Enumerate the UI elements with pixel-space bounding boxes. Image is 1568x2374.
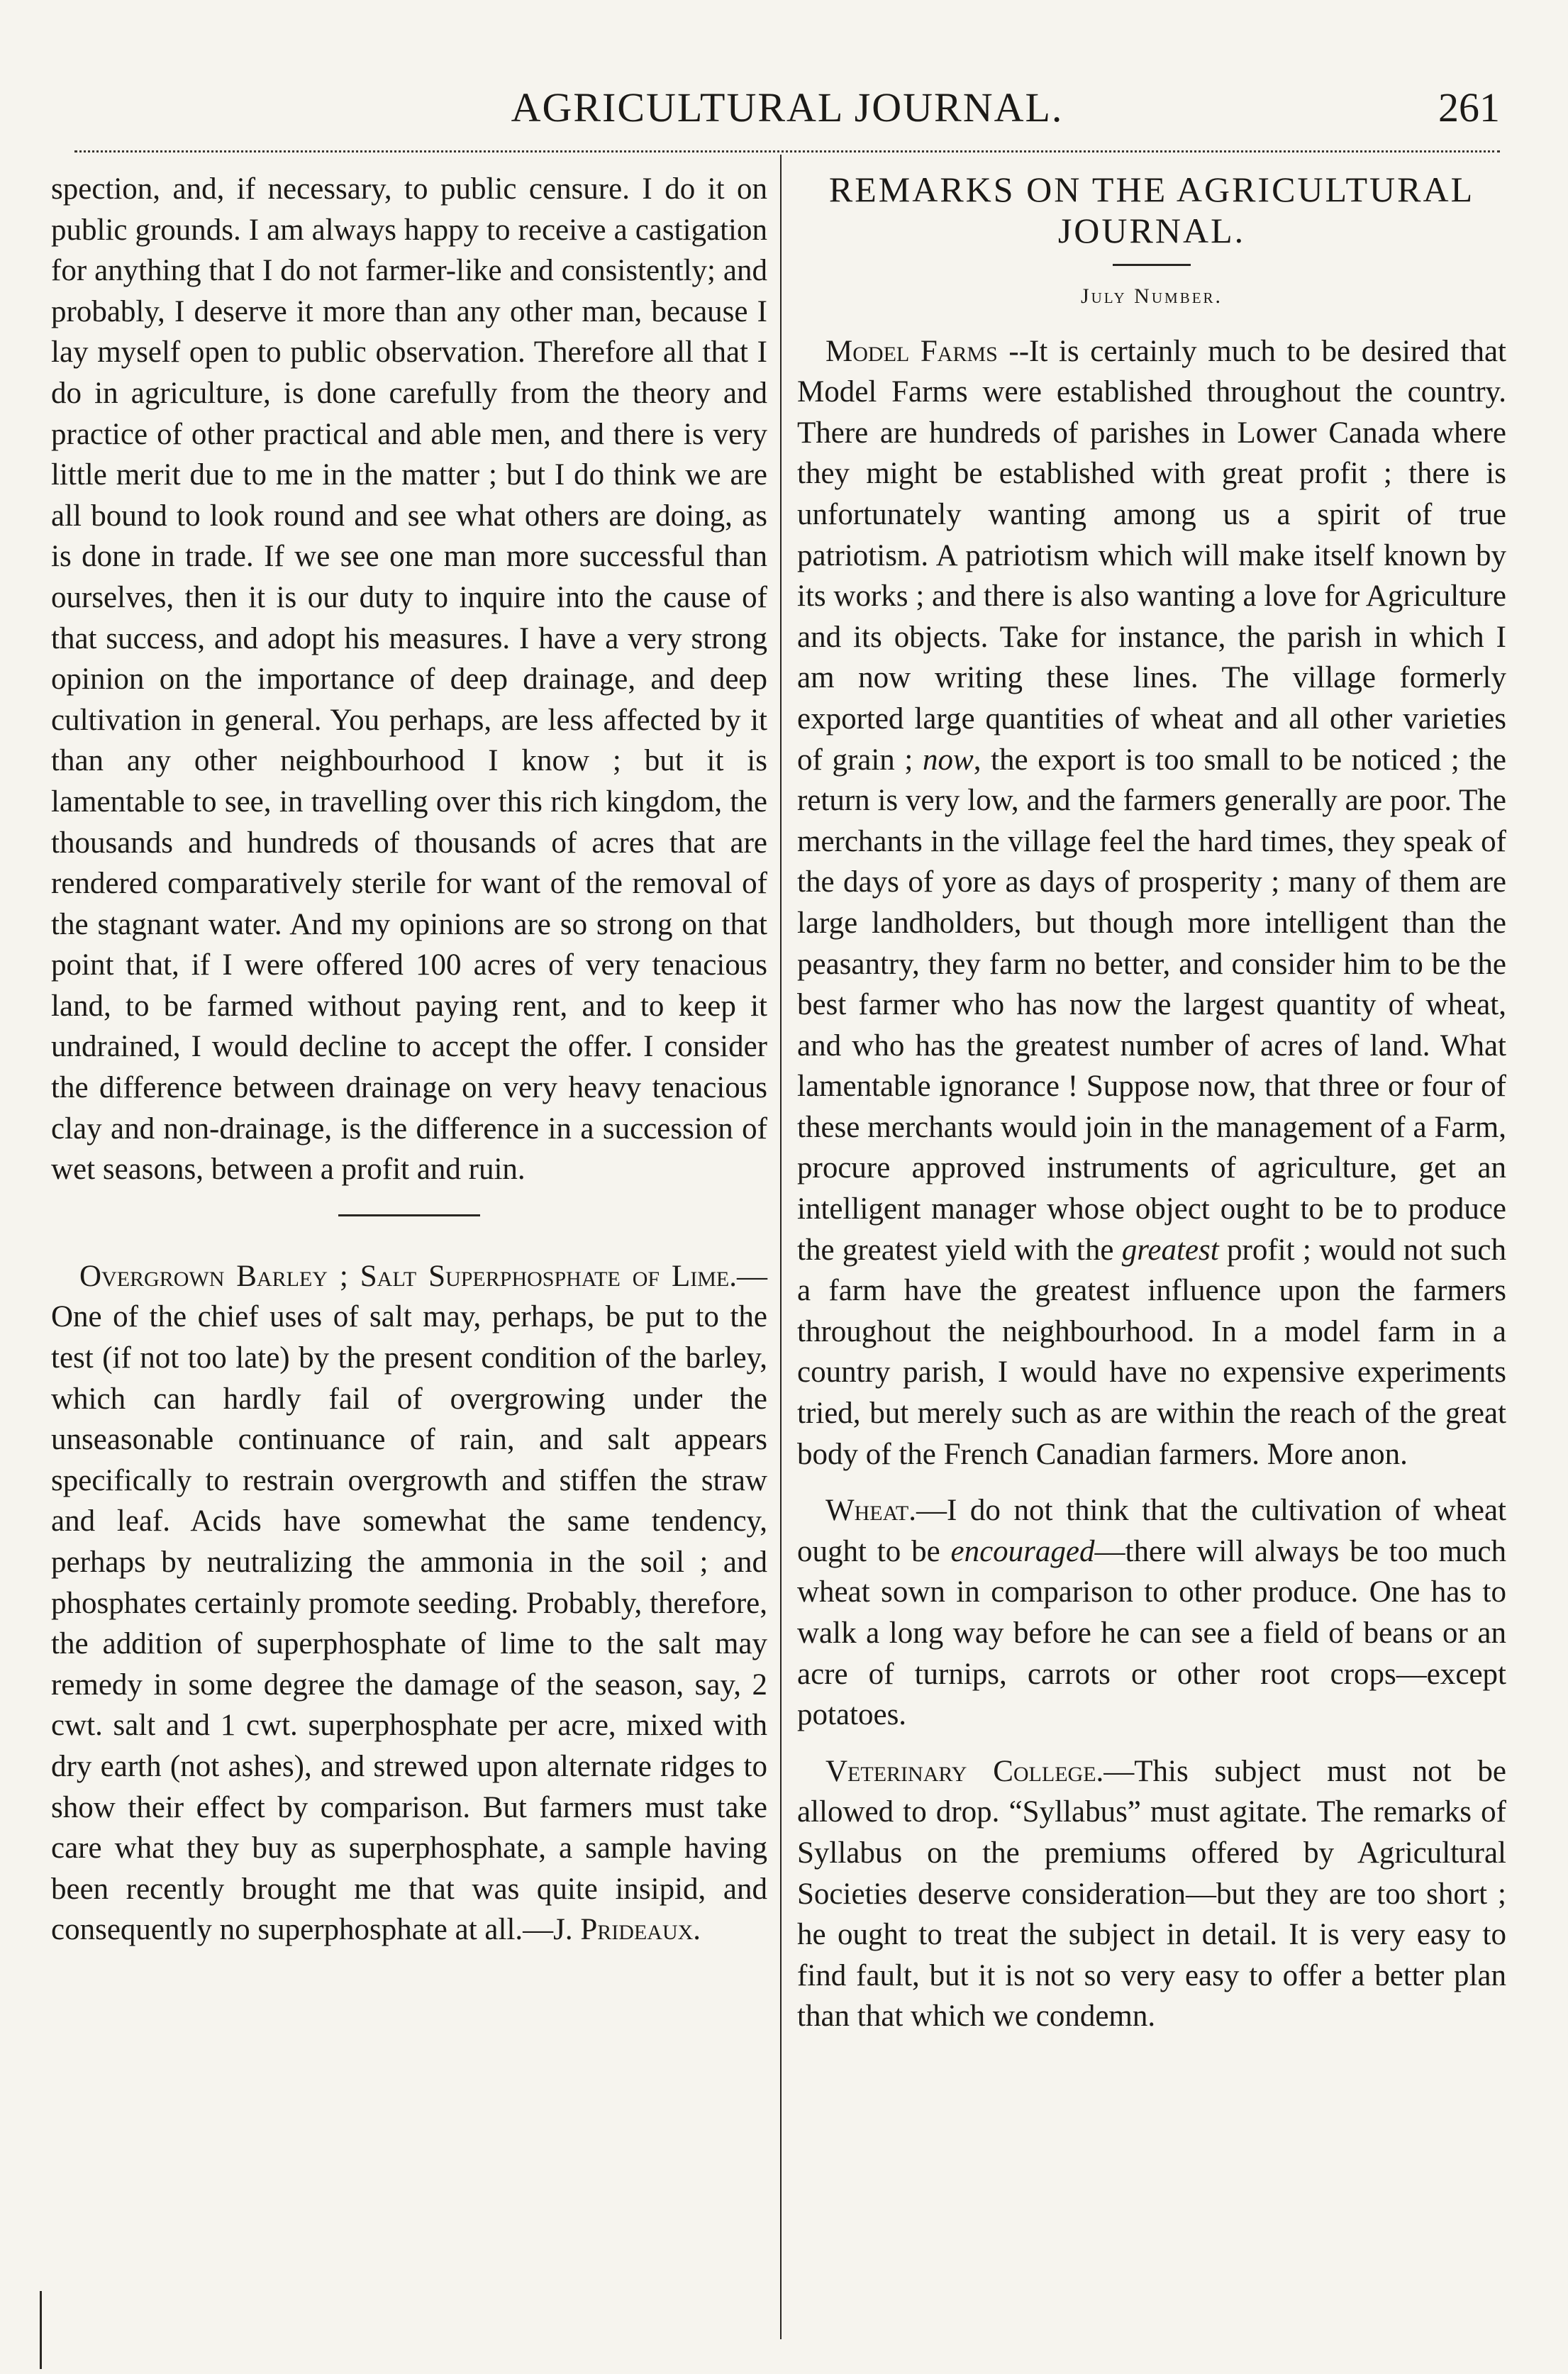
paragraph-lead: Wheat. (825, 1494, 916, 1528)
paragraph-lead: Veterinary College. (825, 1754, 1104, 1788)
left-column (51, 169, 767, 1951)
article-overgrown-barley (51, 1256, 767, 1951)
paragraph-model-farms (797, 331, 1506, 1475)
page-number: 261 (1438, 84, 1500, 131)
article-separator (338, 1214, 480, 1216)
paragraph-lead: Model Farms (825, 334, 998, 368)
column-divider (780, 155, 782, 2339)
paragraph-wheat (797, 1490, 1506, 1736)
right-column (797, 169, 1506, 2037)
running-title: AGRICULTURAL JOURNAL. (511, 84, 1064, 131)
article-title: Overgrown Barley ; Salt Superphosphate of Lime. (79, 1259, 737, 1293)
article-signature: J. Prideaux. (553, 1913, 701, 1947)
header-rule (74, 150, 1500, 152)
paragraph-text: —This subject must not be allowed to drop. “Syllabus” must agitate. The remarks of Syllabus on the premiums offered by Agricultural Societies deserve consideration—but they are too short ; he ought to treat the subject in detail. It is very easy to find fault, but it is not so very easy to offer a better plan than that which we condemn. (797, 1754, 1506, 2034)
emphasis-encouraged: encouraged (950, 1534, 1095, 1568)
margin-mark (40, 2291, 42, 2369)
paragraph-text: , the export is too small to be noticed ; the return is very low, and the farmers generally are poor. The merchants in the village feel the hard times, they speak of the days of yore as days of prosperity ; many of them are large landholders, but though more intelligent than the peasantry, they farm no better, and consider him to be the best farmer who has now the largest quantity of wheat, and who has the greatest number of acres of land. What lamentable ignorance ! Suppose now, that three or four of these merchants would join in the management of a Farm, procure approved instruments of agriculture, get an intelligent manager whose object ought to be to produce the greatest yield with the (797, 743, 1506, 1267)
paragraph-text: —I do not think that the cultivation of wheat ought to be (797, 1494, 1506, 1568)
paragraph-text: profit ; would not such a farm have the greatest influence upon the farmers throughout the neighbourhood. In a model farm in a country parish, I would have no expensive experiments tried, but merely such as are within the reach of the great body of the French Canadian farmers. More anon. (797, 1233, 1506, 1471)
section-title: REMARKS ON THE AGRICULTURAL JOURNAL. (828, 170, 1475, 250)
paragraph-veterinary-college (797, 1751, 1506, 2037)
paragraph-text: —there will always be too much wheat sown in comparison to other produce. One has to walk a long way before he can see a field of beans or an acre of turnips, carrots or other root crops—except potatoes. (797, 1534, 1506, 1732)
article-body: —One of the chief uses of salt may, perhaps, be put to the test (if not too late) by the present condition of the barley, which can hardly fail of overgrowing under the unseasonable continuance of rain, and salt appears specifically to restrain overgrowth and stiffen the straw and leaf. Acids have somewhat the same tendency, perhaps by neutralizing the ammonia in the soil ; and phosphates certainly promote seeding. Probably, therefore, the addition of superphosphate of lime to the salt may remedy in some degree the damage of the season, say, 2 cwt. salt and 1 cwt. superphosphate per acre, mixed with dry earth (not ashes), and strewed upon alternate ridges to show their effect by comparison. But farmers must take care what they buy as superphosphate, a sample having been recently brought me that was quite insipid, and consequently no superphosphate at all.— (51, 1259, 767, 1947)
emphasis-now: now (923, 743, 974, 777)
paragraph-text: --It is certainly much to be desired that Model Farms were established throughout the country. There are hundreds of parishes in Lower Canada where they might be established with great profit ; there is unfortunately wanting among us a spirit of true patriotism. A patriotism which will make itself known by its works ; and there is also wanting a love for Agriculture and its objects. Take for instance, the parish in which I am now writing these lines. The village formerly exported large quantities of wheat and all other varieties of grain ; (797, 334, 1506, 777)
section-subtitle: July Number. (1080, 284, 1223, 308)
section-title-rule (1113, 264, 1191, 266)
page-header (74, 84, 1500, 140)
continued-letter-text: spection, and, if necessary, to public censure. I do it on public grounds. I am always happy to receive a castigation for anything that I do not farmer-like and consistently; and probably, I deserve it more than any other man, because I lay myself open to public observation. Therefore all that I do in agriculture, is done carefully from the theory and practice of other practical and able men, and there is very little merit due to me in the matter ; but I do think we are all bound to look round and see what others are doing, as is done in trade. If we see one man more successful than ourselves, then it is our duty to inquire into the cause of that success, and adopt his measures. I have a very strong opinion on the importance of deep drainage, and deep cultivation in general. You perhaps, are less affected by it than any other neighbourhood I know ; but it is lamentable to see, in travelling over this rich kingdom, the thousands and hundreds of thousands of acres that are rendered comparatively sterile for want of the removal of the stagnant water. And my opinions are so strong on that point that, if I were offered 100 acres of very tenacious land, to be farmed without paying rent, and to keep it undrained, I would decline to accept the offer. I consider the difference between drainage on very heavy tenacious clay and non-drainage, is the difference in a succession of wet seasons, between a profit and ruin. (51, 172, 767, 1187)
emphasis-greatest: greatest (1121, 1233, 1219, 1267)
